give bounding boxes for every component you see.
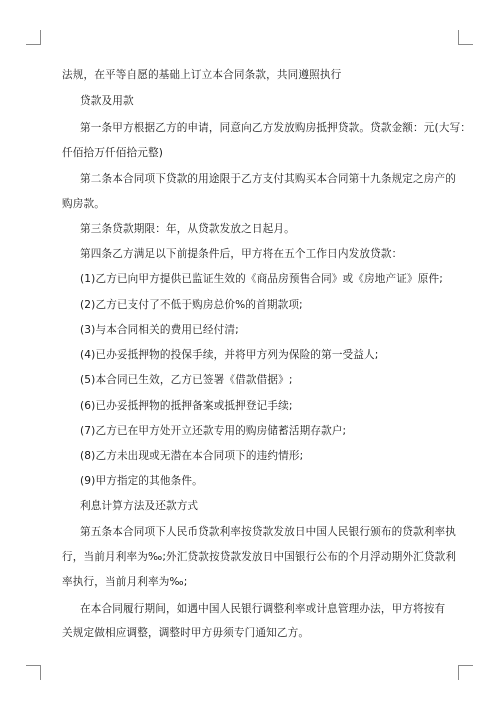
list-item: (4)已办妥抵押物的投保手续，并将甲方列为保险的第一受益人;	[80, 349, 379, 361]
list-item: (3)与本合同相关的费用已经付清;	[80, 324, 239, 336]
crop-mark-bottom-left	[26, 665, 41, 680]
text-line: 第二条本合同项下贷款的用途限于乙方支付其购买本合同第十九条规定之房产的	[80, 173, 457, 185]
crop-mark-top-right	[458, 30, 473, 45]
text-line: 关规定做相应调整，调整时甲方毋须专门通知乙方。	[62, 627, 310, 639]
text-line: 第四条乙方满足以下前提条件后，甲方将在五个工作日内发放贷款：	[80, 248, 403, 260]
list-item: (7)乙方已在甲方处开立还款专用的购房储蓄活期存款户;	[80, 425, 347, 437]
text-line: 行，当前月利率为‰;外汇贷款按贷款发放日中国银行公布的个月浮动期外汇贷款利	[62, 551, 457, 563]
section-heading: 贷款及用款	[80, 95, 134, 107]
list-item: (9)甲方指定的其他条件。	[80, 475, 203, 487]
text-line: 第三条贷款期限：年，从贷款发放之日起月。	[80, 223, 295, 235]
text-line: 率执行，当前月利率为‰;	[62, 576, 188, 588]
text-line: 法规，在平等自愿的基础上订立本合同条款，共同遵照执行	[62, 69, 342, 81]
text-line: 第一条甲方根据乙方的申请，同意向乙方发放购房抵押贷款。贷款金额：元(大写：	[80, 122, 472, 134]
text-line: 仟佰拾万仟佰拾元整)	[62, 147, 163, 159]
text-line: 第五条本合同项下人民币贷款利率按贷款发放日中国人民银行颁布的贷款利率执	[80, 526, 457, 538]
list-item: (1)乙方已向甲方提供已监证生效的《商品房预售合同》或《房地产证》原件;	[80, 273, 443, 285]
list-item: (5)本合同已生效，乙方已签署《借款借据》;	[80, 374, 293, 386]
section-heading: 利息计算方法及还款方式	[80, 500, 199, 512]
list-item: (2)乙方已支付了不低于购房总价%的首期款项;	[80, 299, 303, 311]
list-item: (8)乙方未出现或无潜在本合同项下的违约情形;	[80, 450, 304, 462]
list-item: (6)已办妥抵押物的抵押备案或抵押登记手续;	[80, 400, 293, 412]
text-line: 购房款。	[62, 198, 105, 210]
text-line: 在本合同履行期间，如遇中国人民银行调整利率或计息管理办法，甲方将按有	[80, 603, 446, 615]
crop-mark-bottom-right	[458, 665, 473, 680]
crop-mark-top-left	[26, 30, 41, 45]
